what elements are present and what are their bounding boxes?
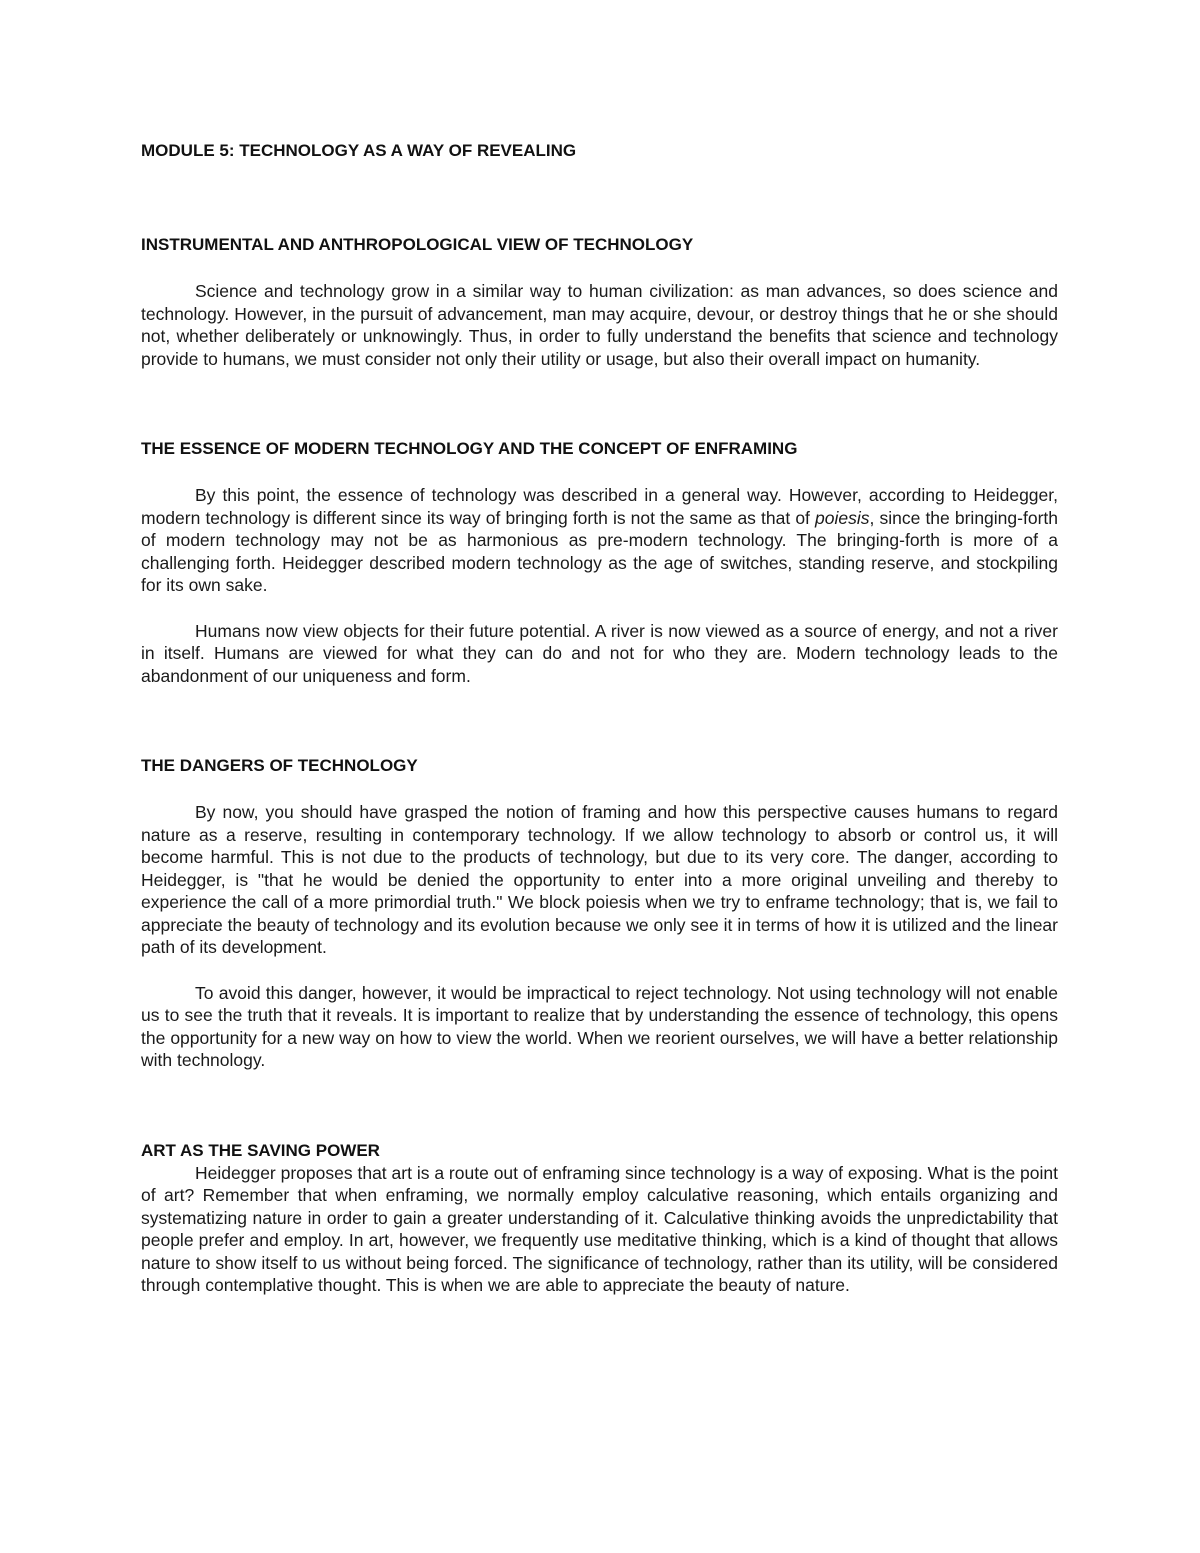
section-essence-enframing (141, 438, 1058, 687)
section-heading: INSTRUMENTAL AND ANTHROPOLOGICAL VIEW OF TECHNOLOGY (141, 235, 694, 254)
section-dangers (141, 755, 1058, 1072)
poiesis-term: poiesis (815, 507, 870, 528)
section-paragraph: Science and technology grow in a similar way to human civilization: as man advances, so does science and technology. However, in the pursuit of advancement, man may acquire, devour, or destroy things that he or she should not, whether deliberately or unknowingly. Thus, in order to fully understand the benefits that science and technology provide to humans, we must consider not only their utility or usage, but also their overall impact on humanity. (141, 281, 1058, 369)
section-paragraph: By now, you should have grasped the notion of framing and how this perspective causes humans to regard nature as a reserve, resulting in contemporary technology. If we allow technology to absorb or control us, it will become harmful. This is not due to the products of technology, but due to its very core. The danger, according to Heidegger, is "that he would be denied the opportunity to enter into a more original unveiling and thereby to experience the call of a more primordial truth." We block poiesis when we try to enframe technology; that is, we fail to appreciate the beauty of technology and its evolution because we only see it in terms of how it is utilized and the linear path of its development. (141, 802, 1058, 957)
section-paragraph (141, 484, 1058, 597)
section-art-saving-power (141, 1140, 1058, 1297)
section-instrumental-view (141, 234, 1058, 370)
section-paragraph: Humans now view objects for their future potential. A river is now viewed as a source of energy, and not a river in itself. Humans are viewed for what they can do and not for who they are. Modern technology leads to the abandonment of our uniqueness and form. (141, 620, 1058, 686)
section-heading: ART AS THE SAVING POWER (141, 1140, 380, 1160)
document-page (141, 140, 1058, 1297)
paragraph-text: By this point, the essence of technology was described in a general way. However, according to Heidegger, modern technology is different since its way of bringing forth is not the same as that of (141, 485, 1058, 528)
section-heading: THE ESSENCE OF MODERN TECHNOLOGY AND THE CONCEPT OF ENFRAMING (141, 439, 798, 458)
module-title: MODULE 5: TECHNOLOGY AS A WAY OF REVEALING (141, 141, 577, 160)
paragraph-text: , since the bringing-forth of modern technology may not be as harmonious as pre-modern technology. The bringing-forth is more of a challenging forth. Heidegger described modern technology as the age of switches, standing reserve, and stockpiling for its own sake. (141, 507, 1058, 595)
section-paragraph: To avoid this danger, however, it would be impractical to reject technology. Not using technology will not enable us to see the truth that it reveals. It is important to realize that by understanding the essence of technology, this opens the opportunity for a new way on how to view the world. When we reorient ourselves, we will have a better relationship with technology. (141, 982, 1058, 1070)
section-paragraph: Heidegger proposes that art is a route out of enframing since technology is a way of exposing. What is the point of art? Remember that when enframing, we normally employ calculative reasoning, which entails organizing and systematizing nature in order to gain a greater understanding of it. Calculative thinking avoids the unpredictability that people prefer and employ. In art, however, we frequently use meditative thinking, which is a kind of thought that allows nature to show itself to us without being forced. The significance of technology, rather than its utility, will be considered through contemplative thought. This is when we are able to appreciate the beauty of nature. (141, 1162, 1058, 1295)
section-heading: THE DANGERS OF TECHNOLOGY (141, 756, 418, 775)
